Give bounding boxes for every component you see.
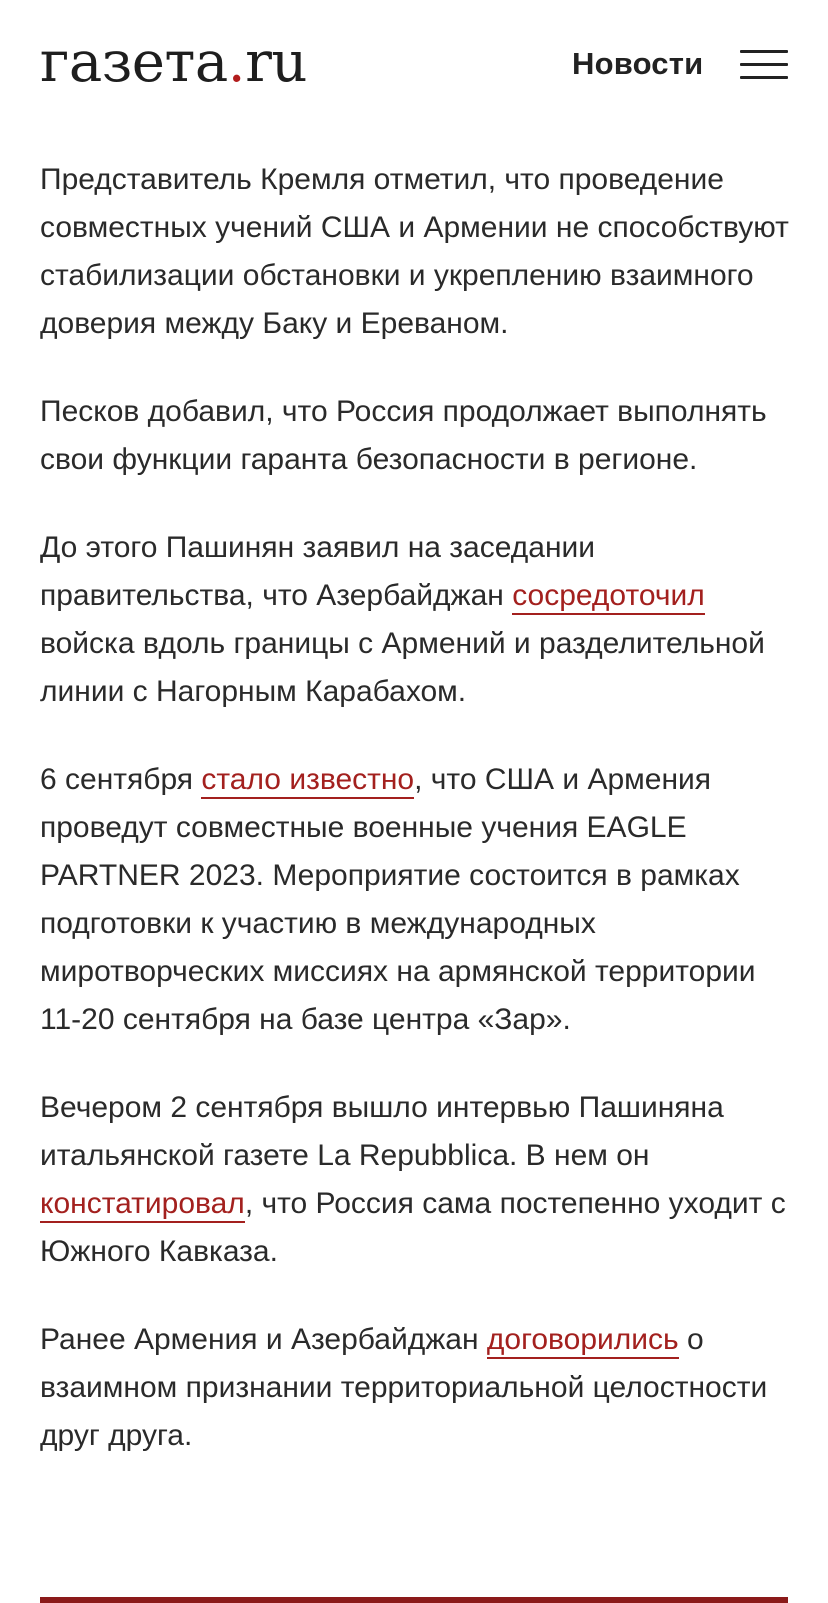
logo-main: газета — [40, 30, 228, 95]
paragraph-text: войска вдоль границы с Армений и разделительной линии с Нагорным Карабахом. — [40, 627, 765, 708]
paragraph-text: 6 сентября — [40, 763, 202, 796]
news-link[interactable]: Новости — [572, 46, 704, 81]
paragraph-text: , что США и Армения проведут совместные военные учения EAGLE PARTNER 2023. Мероприятие состоится в рамках подготовки к участию в международных миротворческих миссиях на армянской территории 11-20 сентября на базе центра «Зар». — [40, 763, 756, 1036]
menu-line — [740, 76, 788, 79]
link-agreed[interactable]: договорились — [487, 1323, 679, 1359]
link-stated[interactable]: констатировал — [40, 1187, 245, 1223]
menu-line — [740, 63, 788, 66]
menu-line — [740, 50, 788, 53]
site-logo[interactable] — [40, 18, 307, 108]
article-paragraph — [40, 756, 792, 1044]
logo-tld: ru — [245, 30, 307, 95]
paragraph-text: До этого Пашинян заявил на заседании правительства, что Азербайджан — [40, 531, 596, 612]
hamburger-menu-icon[interactable] — [740, 50, 788, 80]
paragraph-text: Вечером 2 сентября вышло интервью Пашиняна итальянской газете La Repubblica. В нем он — [40, 1091, 724, 1172]
paragraph-text: , что Россия сама постепенно уходит с Южного Кавказа. — [40, 1187, 786, 1268]
article-paragraph — [40, 1084, 792, 1276]
link-concentrated[interactable]: сосредоточил — [512, 579, 705, 615]
site-header — [0, 0, 828, 120]
bottom-divider — [40, 1597, 788, 1603]
article-paragraph: Представитель Кремля отметил, что проведение совместных учений США и Армении не способствуют стабилизации обстановки и укреплению взаимного доверия между Баку и Ереваном. — [40, 163, 789, 340]
article-paragraph — [40, 524, 792, 716]
article-body — [40, 156, 792, 1500]
paragraph-text: Ранее Армения и Азербайджан — [40, 1323, 487, 1356]
logo-dot: . — [227, 30, 246, 95]
article-paragraph: Песков добавил, что Россия продолжает выполнять свои функции гаранта безопасности в регионе. — [40, 395, 767, 476]
article-paragraph — [40, 1316, 792, 1460]
link-became-known[interactable]: стало известно — [201, 763, 414, 799]
paragraph-text: о взаимном признании территориальной целостности друг друга. — [40, 1323, 768, 1452]
